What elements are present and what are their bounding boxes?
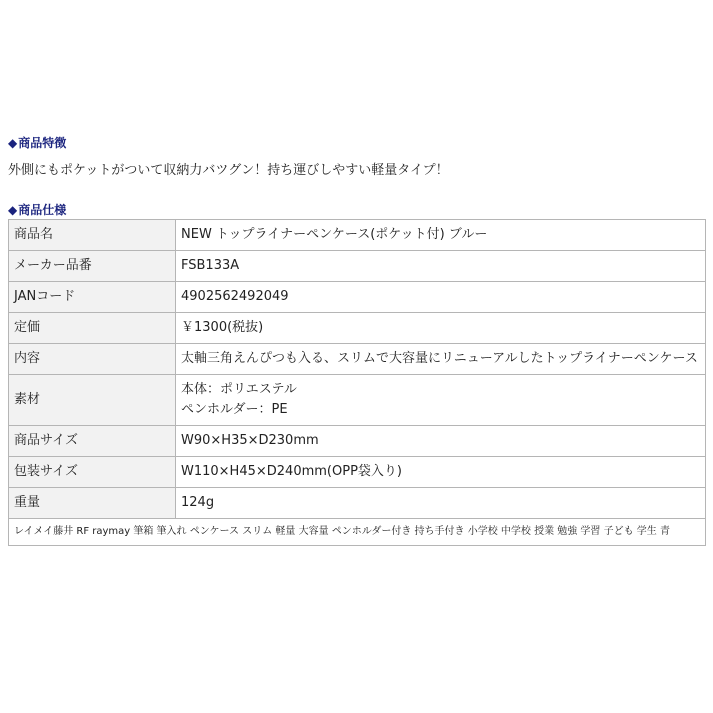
table-row [9,488,706,519]
spec-label-list-price: 定価 [9,313,176,344]
spec-value-package-size: W110×H45×D240mm(OPP袋入り) [176,457,706,488]
spec-label-package-size: 包装サイズ [9,457,176,488]
spec-value-material [176,375,706,426]
spec-value-contents: 太軸三角えんぴつも入る、スリムで大容量にリニューアルしたトップライナーペンケース [176,344,706,375]
spec-value-jan-code: 4902562492049 [176,282,706,313]
spec-value-product-name: NEW トップライナーペンケース(ポケット付) ブルー [176,220,706,251]
material-line-body: 本体：ポリエステル [181,382,297,397]
spec-table [8,219,706,546]
spec-label-jan-code: JANコード [9,282,176,313]
diamond-bullet-icon: ◆ [8,203,18,217]
table-row [9,251,706,282]
table-row [9,344,706,375]
spec-value-maker-code: FSB133A [176,251,706,282]
keyword-tags: レイメイ藤井 RF raymay 筆箱 筆入れ ペンケース スリム 軽量 大容量 ペンホルダー付き 持ち手付き 小学校 中学校 授業 勉強 学習 子ども 学生 青 [9,519,706,546]
table-row [9,282,706,313]
spec-value-product-size: W90×H35×D230mm [176,426,706,457]
table-row [9,426,706,457]
table-row [9,313,706,344]
spec-value-list-price: ￥1300(税抜) [176,313,706,344]
specs-heading [8,202,66,218]
diamond-bullet-icon: ◆ [8,136,18,150]
spec-label-product-name: 商品名 [9,220,176,251]
features-description: 外側にもポケットがついて収納力バツグン！持ち運びしやすい軽量タイプ！ [8,163,449,178]
features-heading-text: 商品特徴 [18,136,67,150]
table-row [9,519,706,546]
spec-label-material: 素材 [9,375,176,426]
table-row [9,375,706,426]
spec-label-weight: 重量 [9,488,176,519]
table-row [9,220,706,251]
spec-label-contents: 内容 [9,344,176,375]
features-heading [8,135,66,151]
table-row [9,457,706,488]
material-line-pen-holder: ペンホルダー：PE [181,402,288,417]
spec-label-maker-code: メーカー品番 [9,251,176,282]
spec-label-product-size: 商品サイズ [9,426,176,457]
spec-value-weight: 124g [176,488,706,519]
specs-heading-text: 商品仕様 [18,203,67,217]
